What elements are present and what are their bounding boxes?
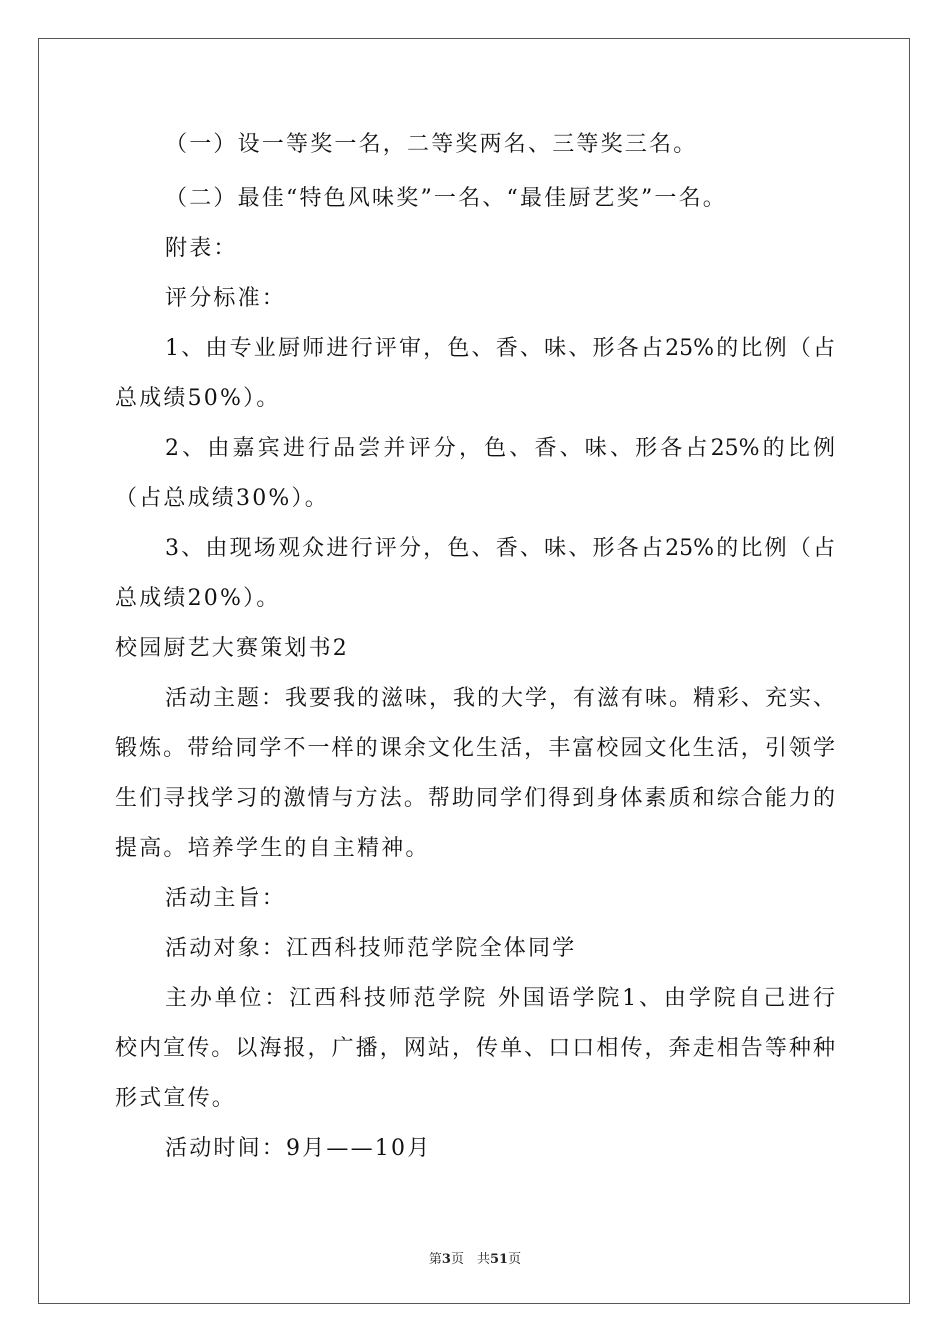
theme-line-4: 提高。培养学生的自主精神。 bbox=[115, 836, 430, 861]
audience-line: 活动对象：江西科技师范学院全体同学 bbox=[165, 936, 577, 961]
scoring-item-2: 2、由嘉宾进行品尝并评分，色、香、味、形各占25%的比例 bbox=[165, 436, 835, 461]
scoring-item-1: 1、由专业厨师进行评审，色、香、味、形各占25%的比例（占 bbox=[165, 336, 835, 361]
organizer-line-2: 校内宣传。以海报，广播，网站，传单、口口相传，奔走相告等种种 bbox=[115, 1036, 835, 1061]
section-title: 校园厨艺大赛策划书2 bbox=[115, 636, 349, 661]
theme-line-1: 活动主题：我要我的滋味，我的大学，有滋有味。精彩、充实、 bbox=[165, 686, 835, 711]
theme-line-2: 锻炼。带给同学不一样的课余文化生活，丰富校园文化生活，引领学 bbox=[115, 736, 835, 761]
scoring-heading: 评分标准： bbox=[165, 286, 287, 311]
total-page-count: 51 bbox=[489, 1252, 509, 1267]
organizer-line-3: 形式宣传。 bbox=[115, 1086, 237, 1111]
purpose-label: 活动主旨： bbox=[165, 886, 287, 911]
page-footer bbox=[0, 1248, 950, 1267]
page-border bbox=[38, 38, 910, 1304]
award-line-2: （二）最佳“特色风味奖”一名、“最佳厨艺奖”一名。 bbox=[165, 186, 727, 211]
scoring-item-2-cont: （占总成绩30%）。 bbox=[115, 486, 329, 511]
time-line: 活动时间：9月——10月 bbox=[165, 1136, 432, 1161]
footer-middle: 页 共 bbox=[450, 1252, 490, 1267]
award-line-1: （一）设一等奖一名，二等奖两名、三等奖三名。 bbox=[165, 132, 698, 157]
footer-suffix: 页 bbox=[508, 1252, 522, 1267]
scoring-item-3: 3、由现场观众进行评分，色、香、味、形各占25%的比例（占 bbox=[165, 536, 835, 561]
current-page-number: 3 bbox=[441, 1252, 451, 1267]
footer-prefix: 第 bbox=[428, 1252, 442, 1267]
scoring-item-1-cont: 总成绩50%）。 bbox=[115, 386, 281, 411]
appendix-label: 附表： bbox=[165, 236, 238, 261]
scoring-item-3-cont: 总成绩20%）。 bbox=[115, 586, 281, 611]
organizer-line-1: 主办单位：江西科技师范学院 外国语学院1、由学院自己进行 bbox=[165, 986, 835, 1011]
theme-line-3: 生们寻找学习的激情与方法。帮助同学们得到身体素质和综合能力的 bbox=[115, 786, 835, 811]
